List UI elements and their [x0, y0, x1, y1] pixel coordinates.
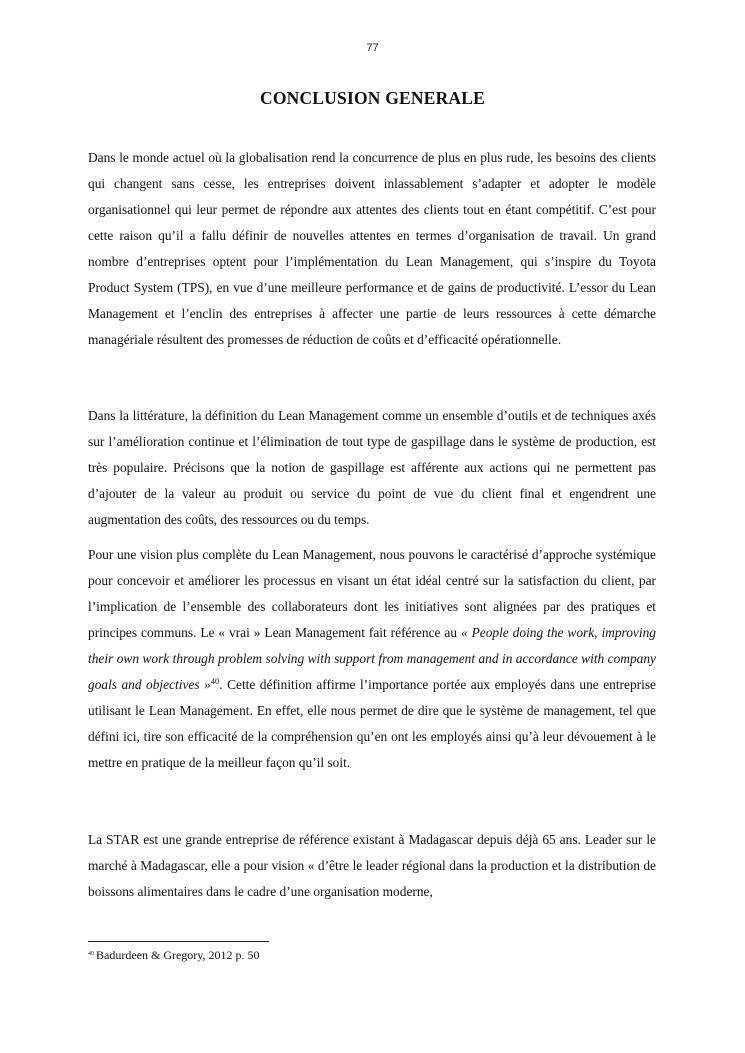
- footnote-marker: 40: [88, 951, 94, 957]
- paragraph-intro: Dans le monde actuel où la globalisation rend la concurrence de plus en plus rude, les besoins des clients qui changent sans cesse, les entreprises doivent inlassablement s’adapter et adopter le modèle organisationnel qui leur permet de répondre aux attentes des clients tout en étant compétitif. C’est pour cette raison qu’il a fallu définir de nouvelles attentes en termes d’organisation de travail. Un grand nombre d’entreprises optent pour l’implémentation du Lean Management, qui s’inspire du Toyota Product System (TPS), en vue d’une meilleure performance et de gains de productivité. L’essor du Lean Management et l’enclin des entreprises à affecter une partie de leurs ressources à cette démarche managériale résultent des promesses de réduction de coûts et d’efficacité opérationnelle.: [88, 150, 656, 347]
- paragraph-vision-rest: . Cette définition affirme l’importance portée aux employés dans une entreprise utilisant le Lean Management. En effet, elle nous permet de dire que le système de management, tel que défini ici, tire son efficacité de la compréhension qu’en ont les employés ainsi qu’à leur dévouement à le mettre en pratique de la meilleur façon qu’il soit.: [88, 677, 656, 770]
- page-title: CONCLUSION GENERALE: [259, 88, 486, 108]
- footnote-divider: [88, 941, 269, 942]
- footnote: [88, 947, 260, 963]
- paragraph-vision: [88, 542, 656, 776]
- quote-text: « People doing the work, improving their own work through problem solving with support from management and in accordance with company goals and objectives »: [88, 625, 656, 692]
- footnote-reference[interactable]: 40: [210, 676, 220, 686]
- page-number: 77: [366, 42, 379, 54]
- paragraph-vision-lead: Pour une vision plus complète du Lean Management, nous pouvons le caractérisé d’approche systémique pour concevoir et améliorer les processus en visant un état idéal centré sur la satisfaction du client, par l’implication de l’ensemble des collaborateurs dont les initiatives sont alignées par des pratiques et principes communs. Le « vrai » Lean Management fait référence au: [88, 547, 656, 640]
- footnote-text: Badurdeen & Gregory, 2012 p. 50: [96, 948, 260, 962]
- paragraph-literature: Dans la littérature, la définition du Lean Management comme un ensemble d’outils et de techniques axés sur l’amélioration continue et l’élimination de tout type de gaspillage dans le système de production, est très populaire. Précisons que la notion de gaspillage est afférente aux actions qui ne permettent pas d’ajouter de la valeur au produit ou service du point de vue du client final et engendrent une augmentation des coûts, des ressources ou du temps.: [88, 408, 656, 527]
- paragraph-star: La STAR est une grande entreprise de référence existant à Madagascar depuis déjà 65 ans. Leader sur le marché à Madagascar, elle a pour vision « d’être le leader régional dans la production et la distribution de boissons alimentaires dans le cadre d’une organisation moderne,: [88, 832, 656, 899]
